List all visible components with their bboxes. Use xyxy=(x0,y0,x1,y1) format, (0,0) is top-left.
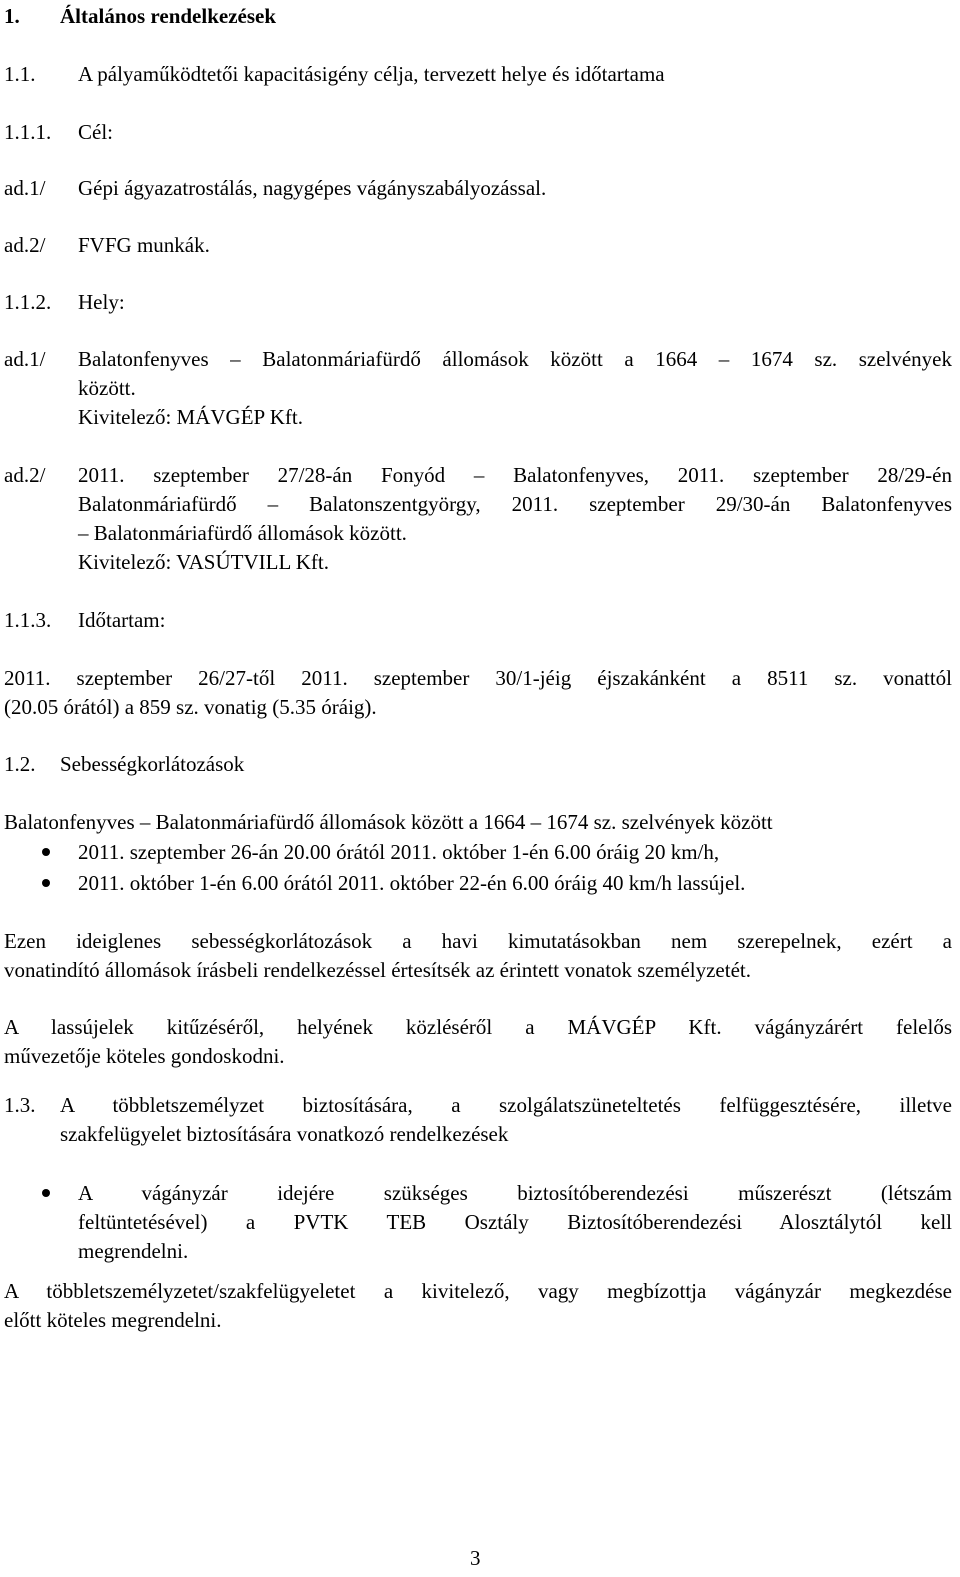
bullet-icon xyxy=(42,1189,50,1197)
subsection-title: szakfelügyelet biztosítására vonatkozó rendelkezések xyxy=(60,1122,509,1146)
paragraph-line: (20.05 órától) a 859 sz. vonatig (5.35 óráig). xyxy=(4,695,377,719)
subsection-title: Időtartam: xyxy=(78,608,166,632)
paragraph-line: előtt köteles megrendelni. xyxy=(4,1308,222,1332)
subsection-title: A pályaműködtetői kapacitásigény célja, tervezett helye és időtartama xyxy=(78,62,665,86)
subsection-title: Sebességkorlátozások xyxy=(60,752,245,776)
subsection-number: 1.1.2. xyxy=(4,290,52,314)
bullet-icon xyxy=(42,879,50,887)
item-text: FVFG munkák. xyxy=(78,233,210,257)
section-title: Általános rendelkezések xyxy=(60,4,277,28)
item-text: Kivitelező: VASÚTVILL Kft. xyxy=(78,550,329,574)
bullet-icon xyxy=(42,848,50,856)
item-number: ad.1/ xyxy=(4,176,46,200)
item-text: Balatonfenyves – Balatonmáriafürdő állomások között a 1664 – 1674 sz. szelvények xyxy=(78,347,952,371)
subsection-title: A többletszemélyzet biztosítására, a szolgálatszüneteltetés felfüggesztésére, illetve xyxy=(60,1093,952,1117)
paragraph-line: A többletszemélyzetet/szakfelügyeletet a kivitelező, vagy megbízottja vágányzár megkezdése xyxy=(4,1279,952,1303)
list-item: 2011. szeptember 26-án 20.00 órától 2011. október 1-én 6.00 óráig 20 km/h, xyxy=(78,840,720,864)
paragraph-line: vonatindító állomások írásbeli rendelkezéssel értesítsék az érintett vonatok személyzetét. xyxy=(4,958,751,982)
item-text: 2011. szeptember 27/28-án Fonyód – Balatonfenyves, 2011. szeptember 28/29-én xyxy=(78,463,952,487)
item-text: Kivitelező: MÁVGÉP Kft. xyxy=(78,405,303,429)
page-number: 3 xyxy=(470,1546,481,1570)
list-item: 2011. október 1-én 6.00 órától 2011. október 22-én 6.00 óráig 40 km/h lassújel. xyxy=(78,871,746,895)
list-item: megrendelni. xyxy=(78,1239,189,1263)
paragraph-line: művezetője köteles gondoskodni. xyxy=(4,1044,285,1068)
subsection-number: 1.1. xyxy=(4,62,36,86)
item-text: között. xyxy=(78,376,136,400)
item-number: ad.2/ xyxy=(4,233,46,257)
paragraph-line: Ezen ideiglenes sebességkorlátozások a havi kimutatásokban nem szerepelnek, ezért a xyxy=(4,929,952,953)
item-text: Balatonmáriafürdő – Balatonszentgyörgy, 2011. szeptember 29/30-án Balatonfenyves xyxy=(78,492,952,516)
section-number: 1. xyxy=(4,4,20,28)
item-number: ad.2/ xyxy=(4,463,46,487)
subsection-title: Cél: xyxy=(78,120,113,144)
subsection-number: 1.3. xyxy=(4,1093,36,1117)
subsection-number: 1.1.1. xyxy=(4,120,52,144)
paragraph-line: A lassújelek kitűzéséről, helyének közléséről a MÁVGÉP Kft. vágányzárért felelős xyxy=(4,1015,952,1039)
paragraph-line: 2011. szeptember 26/27-től 2011. szeptember 30/1-jéig éjszakánként a 8511 sz. vonattól xyxy=(4,666,952,690)
item-number: ad.1/ xyxy=(4,347,46,371)
list-item: feltüntetésével) a PVTK TEB Osztály Biztosítóberendezési Alosztálytól kell xyxy=(78,1210,952,1234)
subsection-number: 1.1.3. xyxy=(4,608,52,632)
subsection-number: 1.2. xyxy=(4,752,36,776)
subsection-title: Hely: xyxy=(78,290,125,314)
item-text: Gépi ágyazatrostálás, nagygépes vágányszabályozással. xyxy=(78,176,547,200)
paragraph-line: Balatonfenyves – Balatonmáriafürdő állomások között a 1664 – 1674 sz. szelvények között xyxy=(4,810,773,834)
item-text: – Balatonmáriafürdő állomások között. xyxy=(78,521,407,545)
list-item: A vágányzár idejére szükséges biztosítóberendezési műszerészt (létszám xyxy=(78,1181,952,1205)
